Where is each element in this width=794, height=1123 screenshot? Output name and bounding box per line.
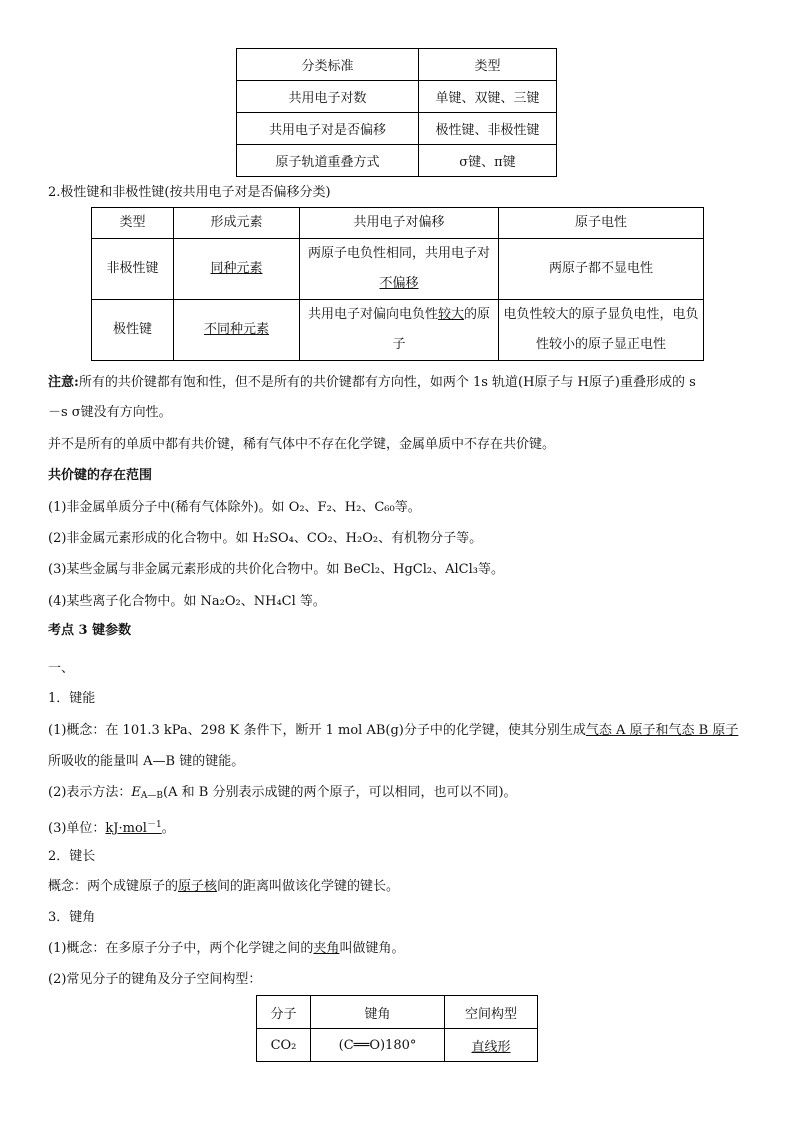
paragraph-line (48, 815, 175, 839)
table-cell (300, 239, 499, 300)
underlined-term: 夹角 (313, 941, 340, 956)
table-header-cell: 分类标准 (237, 49, 419, 81)
cell-text: 两原子电负性相同，共用电子对 (307, 246, 490, 261)
paragraph-line (48, 783, 517, 806)
note-text: 所有的共价键都有饱和性，但不是所有的共价键都有方向性，如两个 1s 轨道(H原子与 H原子)重叠形成的 s (78, 375, 696, 390)
table-header-cell: 类型 (419, 49, 557, 81)
section-number: 一、 (48, 661, 75, 676)
text: 概念：两个成键原子的 (48, 879, 179, 894)
underlined-term (105, 821, 161, 836)
table-cell (174, 300, 300, 361)
table-cell: CO₂ (257, 1029, 311, 1062)
table-cell: 极性键、非极性键 (419, 113, 557, 145)
section-heading: 考点 3 键参数 (48, 623, 132, 638)
table-header-cell: 原子电性 (499, 208, 704, 239)
table-header-row (237, 49, 557, 81)
table-header-cell: 形成元素 (174, 208, 300, 239)
paragraph-line (48, 721, 738, 741)
text: (1)概念：在多原子分子中，两个化学键之间的 (48, 941, 314, 956)
table-header-row (92, 208, 704, 239)
paragraph-line: 所吸收的能量叫 A—B 键的键能。 (48, 754, 245, 769)
table-cell: 单键、双键、三键 (419, 81, 557, 113)
underlined-term: 原子核 (178, 879, 218, 894)
paragraph-line: (2)常见分子的键角及分子空间构型： (48, 972, 262, 987)
table-cell: (C══O)180° (311, 1029, 445, 1062)
table-cell: 两原子都不显电性 (499, 239, 704, 300)
underlined-term: 不同种元素 (203, 322, 269, 337)
table-header-cell: 键角 (311, 996, 445, 1029)
text: 间的距离叫做该化学键的键长。 (217, 879, 400, 894)
table-row (92, 300, 704, 361)
underlined-term: 直线形 (471, 1039, 511, 1055)
paragraph-line (48, 939, 404, 959)
underlined-term: 不偏移 (379, 276, 419, 291)
note-line: 并不是所有的单质中都有共价键，稀有气体中不存在化学键，金属单质中不存在共价键。 (48, 437, 556, 452)
table-cell: 原子轨道重叠方式 (237, 145, 419, 177)
note-line (48, 373, 696, 393)
paragraph-line (48, 877, 399, 897)
table-row (237, 81, 557, 113)
table-row (237, 113, 557, 145)
table-cell (300, 300, 499, 361)
text: 。 (161, 821, 175, 836)
list-item: (4)某些离子化合物中。如 Na₂O₂、NH₄Cl 等。 (48, 594, 326, 609)
section-heading: 共价键的存在范围 (48, 468, 153, 483)
table-row (92, 239, 704, 300)
cell-text: 共用电子对偏向电负性 (307, 307, 438, 322)
section-heading: 2.极性键和非极性键(按共用电子对是否偏移分类) (48, 185, 331, 200)
subscript: A—B (140, 791, 164, 801)
text: 叫做键角。 (339, 941, 405, 956)
unit-text: kJ·mol (105, 821, 147, 836)
subsection-heading: 1．键能 (48, 691, 96, 706)
underlined-term: 同种元素 (210, 261, 263, 276)
bond-angle-table (256, 995, 538, 1062)
table-cell: 共用电子对数 (237, 81, 419, 113)
table-cell: 电负性较大的原子显负电性，电负性较小的原子显正电性 (499, 300, 704, 361)
table-cell: 非极性键 (92, 239, 174, 300)
underlined-term: 气态 A 原子和气态 B 原子 (585, 723, 739, 738)
table-header-cell: 共用电子对偏移 (300, 208, 499, 239)
table-cell (445, 1029, 538, 1062)
table-cell: 共用电子对是否偏移 (237, 113, 419, 145)
table-row (237, 145, 557, 177)
subsection-heading: 3．键角 (48, 910, 96, 925)
text: (A 和 B 分别表示成键的两个原子，可以相同，也可以不同)。 (163, 785, 517, 800)
table-header-row (257, 996, 538, 1029)
note-label: 注意: (48, 375, 79, 390)
table-header-cell: 类型 (92, 208, 174, 239)
list-item: (3)某些金属与非金属元素形成的共价化合物中。如 BeCl₂、HgCl₂、AlCl₃等。 (48, 562, 504, 577)
bond-classification-table (236, 48, 557, 177)
superscript: －1 (146, 820, 162, 830)
list-item: (1)非金属单质分子中(稀有气体除外)。如 O₂、F₂、H₂、C₆₀等。 (48, 500, 421, 515)
table-cell: 极性键 (92, 300, 174, 361)
list-item: (2)非金属元素形成的化合物中。如 H₂SO₄、CO₂、H₂O₂、有机物分子等。 (48, 531, 483, 546)
table-cell: σ键、π键 (419, 145, 557, 177)
note-line: －s σ键没有方向性。 (48, 405, 172, 420)
text: (2)表示方法： (48, 785, 132, 800)
table-cell (174, 239, 300, 300)
table-row (257, 1029, 538, 1062)
subsection-heading: 2．键长 (48, 849, 96, 864)
text: (3)单位： (48, 821, 106, 836)
underlined-term: 较大 (437, 307, 464, 322)
table-header-cell: 分子 (257, 996, 311, 1029)
table-header-cell: 空间构型 (445, 996, 538, 1029)
text: (1)概念：在 101.3 kPa、298 K 条件下，断开 1 mol AB(g)分子中的化学键，使其分别生成 (48, 723, 586, 738)
symbol-E: E (131, 785, 141, 800)
polar-bond-table (91, 207, 704, 361)
cell-text: 的原子 (392, 307, 491, 352)
